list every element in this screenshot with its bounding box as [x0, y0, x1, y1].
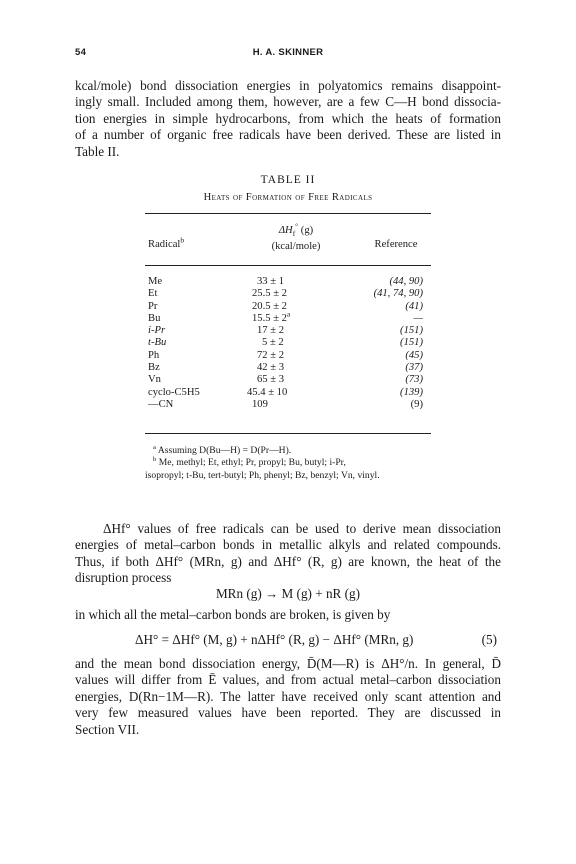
reference-cell: (151) — [400, 325, 423, 337]
footnote-b-continued: isopropyl; t-Bu, tert-butyl; Ph, phenyl; Bz, benzyl; Vn, vinyl. — [145, 469, 380, 481]
process-equation: MRn (g) → M (g) + nR (g) — [215, 586, 361, 601]
text-line: of a number of organic free radicals have been derived. These are listed in — [75, 127, 501, 143]
reference-cell: (45) — [405, 349, 423, 361]
table-rule-bottom — [145, 433, 431, 434]
footnote-b: $^b$ Me, methyl; Et, ethyl; Pr, propyl; Bu, butyl; i-Pr, — [153, 456, 346, 469]
table-footnotes — [145, 445, 435, 482]
value-cell: 65 ± 3 — [257, 374, 285, 386]
table-row — [145, 288, 431, 300]
radical-cell: —CN — [148, 398, 174, 410]
text-line: very few measured values have been reported. They are discussed in — [75, 705, 501, 721]
table-row — [145, 350, 431, 362]
radical-cell: cyclo-C5H5 — [148, 386, 200, 398]
radical-cell: Vn — [148, 374, 161, 386]
table-rule-top — [145, 213, 431, 214]
table-rule-header — [145, 265, 431, 266]
footnote-a: $^a$ Assuming D(Bu—H) = D(Pr—H). — [153, 443, 292, 456]
value-cell: 17 ± 2 — [257, 325, 285, 337]
table-title: TABLE II — [260, 174, 316, 186]
text-line: tion energies in simple hydrocarbons, from which the heats of formation — [75, 110, 501, 126]
table-row — [145, 337, 431, 349]
text-line: ingly small. Included among them, however, are a few C—H bond dissocia- — [75, 94, 501, 110]
value-cell: 45.4 ± 10 — [247, 386, 288, 398]
text-line: Table II. — [75, 143, 120, 159]
reference-cell: (139) — [400, 386, 423, 398]
reference-cell: — — [413, 312, 423, 324]
reference-cell: (37) — [405, 362, 423, 374]
radical-cell: Me — [148, 276, 163, 287]
paragraph-mean-energy — [75, 656, 501, 738]
table-row — [145, 374, 431, 386]
equation-body: ΔH° = ΔHf° (M, g) + nΔHf° (R, g) − ΔHf° (MRn, g) — [135, 632, 414, 647]
column-header-reference: Reference — [374, 239, 418, 250]
text-line: values will differ from Ē values, and from actual metal–carbon dissociation — [75, 672, 501, 688]
table-row — [145, 362, 431, 374]
paragraph-given-by — [75, 607, 501, 623]
radical-cell: Ph — [148, 349, 160, 361]
value-cell: 5 ± 2 — [262, 337, 284, 349]
text-line: Thus, if both ΔHf° (MRn, g) and ΔHf° (R, g) are known, the heat of the — [75, 553, 501, 569]
text-line: disruption process — [75, 570, 172, 586]
value-cell: 109 — [252, 398, 268, 410]
table-row — [145, 325, 431, 337]
radical-cell: i-Pr — [148, 325, 166, 337]
column-header-heat-of-formation: $\Delta H_f^\circ$ (g) (kcal/mole) — [271, 221, 321, 252]
reference-cell: (41, 74, 90) — [373, 288, 423, 300]
page-number: 54 — [75, 47, 87, 58]
paragraph-intro — [75, 78, 501, 160]
reference-cell: (151) — [400, 337, 423, 349]
running-head — [75, 47, 501, 61]
author-header: H. A. SKINNER — [252, 47, 324, 58]
value-cell: 33 ± 1 — [257, 276, 285, 287]
text-line: and the mean bond dissociation energy, D̄(M—R) is ΔH°/n. In general, D̄ — [75, 656, 501, 671]
table-caption: Heats of Formation of Free Radicals — [203, 192, 373, 203]
value-cell: 72 ± 2 — [257, 349, 285, 361]
reference-cell: (44, 90) — [389, 276, 423, 287]
radical-cell: t-Bu — [148, 337, 167, 349]
reference-cell: (41) — [405, 300, 423, 312]
value-cell: $15.5 \pm 2^a$ — [252, 309, 291, 324]
reference-cell: (73) — [405, 374, 423, 386]
text-line: Section VII. — [75, 721, 140, 737]
equation-number: (5) — [481, 632, 497, 647]
radical-cell: Et — [148, 288, 158, 300]
text-line: ΔHf° values of free radicals can be used to derive mean dissociation — [103, 521, 501, 536]
table-row — [145, 309, 431, 325]
paragraph-free-radicals — [75, 521, 501, 587]
text-line: kcal/mole) bond dissociation energies in polyatomics remains disappoint- — [75, 78, 501, 93]
text-line: energies, D(Rn−1M—R). The latter have received only scant attention and — [75, 688, 501, 704]
value-cell: 42 ± 3 — [257, 362, 285, 374]
value-cell: 25.5 ± 2 — [252, 288, 287, 300]
table-row — [145, 387, 431, 399]
radical-cell: Bu — [148, 312, 161, 324]
table-row — [145, 399, 431, 411]
column-header-radical: Radical$^b$ — [148, 235, 185, 250]
radical-cell: Bz — [148, 362, 160, 374]
text-line: energies of metal–carbon bonds in metallic alkyls and related compounds. — [75, 537, 501, 553]
reference-cell: (9) — [410, 398, 423, 410]
radical-cell: Pr — [148, 300, 158, 312]
text-line: in which all the metal–carbon bonds are broken, is given by — [75, 607, 391, 622]
table-row — [145, 276, 431, 288]
table-body — [145, 276, 431, 411]
value-cell: 20.5 ± 2 — [252, 300, 287, 312]
